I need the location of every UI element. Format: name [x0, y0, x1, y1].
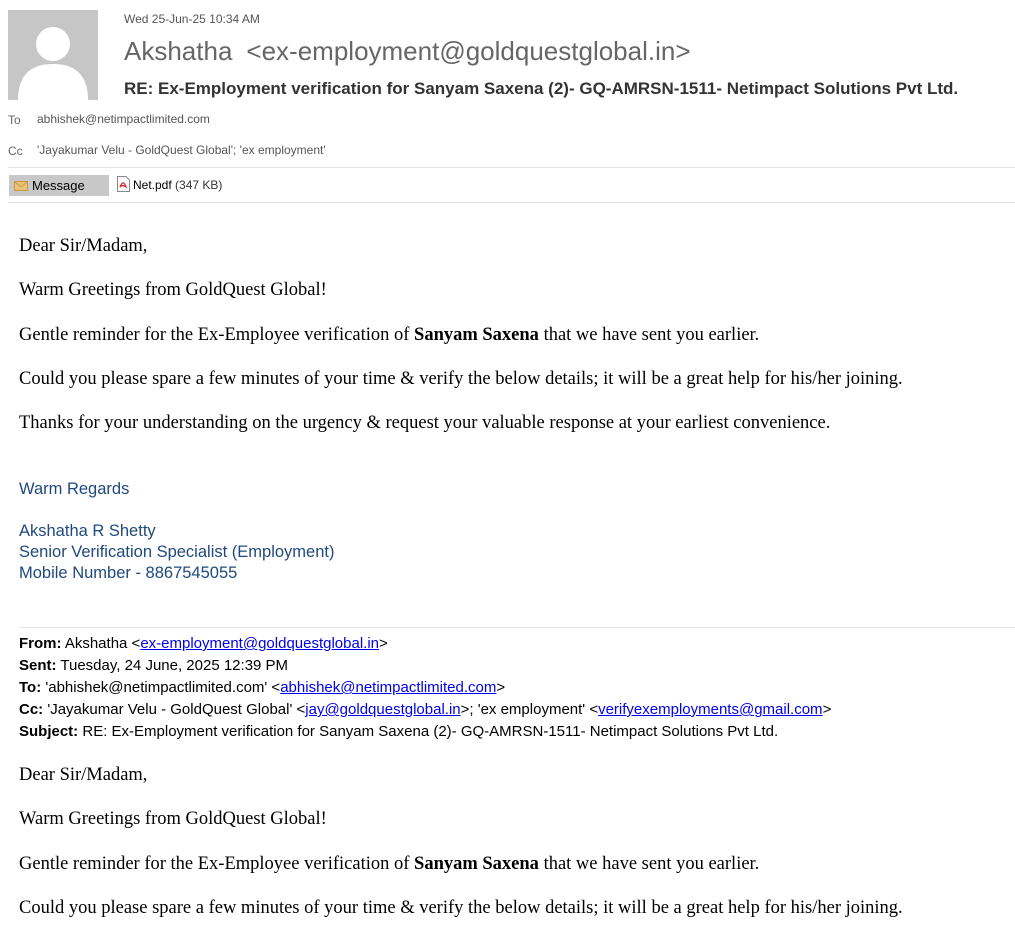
fwd-to: To: 'abhishek@netimpactlimited.com' <abhishek@netimpactlimited.com> — [19, 679, 506, 696]
received-date: Wed 25-Jun-25 10:34 AM — [124, 12, 260, 26]
fwd-body-line-2: Gentle reminder for the Ex-Employee verification of Sanyam Saxena that we have sent you earlier. — [19, 854, 760, 874]
signature-regards: Warm Regards — [19, 480, 130, 498]
header-divider — [8, 167, 1015, 168]
fwd-candidate-name: Sanyam Saxena — [414, 854, 539, 874]
fwd-cc: Cc: 'Jayakumar Velu - GoldQuest Global' <jay@goldquestglobal.in>; 'ex employment' <verifyexemployments@gmail.com> — [19, 701, 832, 718]
body-line-3: Could you please spare a few minutes of your time & verify the below details; it will be a great help for his/her joining. — [19, 369, 903, 389]
candidate-name: Sanyam Saxena — [414, 325, 539, 345]
cc-recipients[interactable]: 'Jayakumar Velu - GoldQuest Global'; 'ex employment' — [37, 143, 326, 157]
sender-avatar — [8, 10, 98, 100]
fwd-body-line-1: Warm Greetings from GoldQuest Global! — [19, 809, 327, 829]
signature-name: Akshatha R Shetty — [19, 522, 156, 540]
body-line-2-post: that we have sent you earlier. — [538, 325, 760, 345]
fwd-from: From: Akshatha <ex-employment@goldquestglobal.in> — [19, 635, 388, 652]
attachments-divider — [8, 202, 1015, 203]
fwd-body-greeting: Dear Sir/Madam, — [19, 765, 148, 785]
pdf-icon — [117, 176, 130, 197]
cc-label: Cc — [8, 144, 23, 158]
envelope-icon — [14, 176, 28, 197]
sender-email: <ex-employment@goldquestglobal.in> — [246, 36, 691, 66]
body-greeting: Dear Sir/Madam, — [19, 236, 148, 256]
body-line-4: Thanks for your understanding on the urgency & request your valuable response at your earliest convenience. — [19, 413, 831, 433]
fwd-to-email-link[interactable]: abhishek@netimpactlimited.com — [280, 679, 497, 696]
attachment-net-pdf[interactable] — [117, 176, 222, 197]
message-tab-label: Message — [32, 178, 85, 193]
email-subject: RE: Ex-Employment verification for Sanyam Saxena (2)- GQ-AMRSN-1511- Netimpact Solutions Pvt Ltd. — [124, 79, 959, 98]
sender[interactable] — [124, 36, 691, 67]
body-line-2-pre: Gentle reminder for the Ex-Employee verification of — [19, 325, 415, 345]
fwd-body-line-3: Could you please spare a few minutes of your time & verify the below details; it will be a great help for his/her joining. — [19, 898, 903, 918]
message-tab[interactable] — [9, 175, 109, 196]
to-recipients[interactable]: abhishek@netimpactlimited.com — [37, 112, 210, 126]
to-label: To — [8, 113, 21, 127]
fwd-from-email-link[interactable]: ex-employment@goldquestglobal.in — [140, 635, 380, 652]
attachment-size: (347 KB) — [175, 178, 223, 192]
fwd-cc-email-link-2[interactable]: verifyexemployments@gmail.com — [598, 701, 823, 718]
forward-divider — [19, 627, 1015, 628]
body-line-1: Warm Greetings from GoldQuest Global! — [19, 280, 327, 300]
sender-name: Akshatha — [124, 36, 233, 66]
fwd-subject: Subject: RE: Ex-Employment verification for Sanyam Saxena (2)- GQ-AMRSN-1511- Netimpact Solutions Pvt Ltd. — [19, 723, 779, 740]
attachment-name: Net.pdf — [133, 178, 172, 192]
person-silhouette-icon — [8, 10, 98, 100]
fwd-cc-email-link-1[interactable]: jay@goldquestglobal.in — [305, 701, 461, 718]
fwd-sent: Sent: Tuesday, 24 June, 2025 12:39 PM — [19, 657, 289, 674]
signature-mobile: Mobile Number - 8867545055 — [19, 564, 238, 582]
body-line-2 — [19, 325, 759, 346]
signature-title: Senior Verification Specialist (Employment) — [19, 543, 335, 561]
